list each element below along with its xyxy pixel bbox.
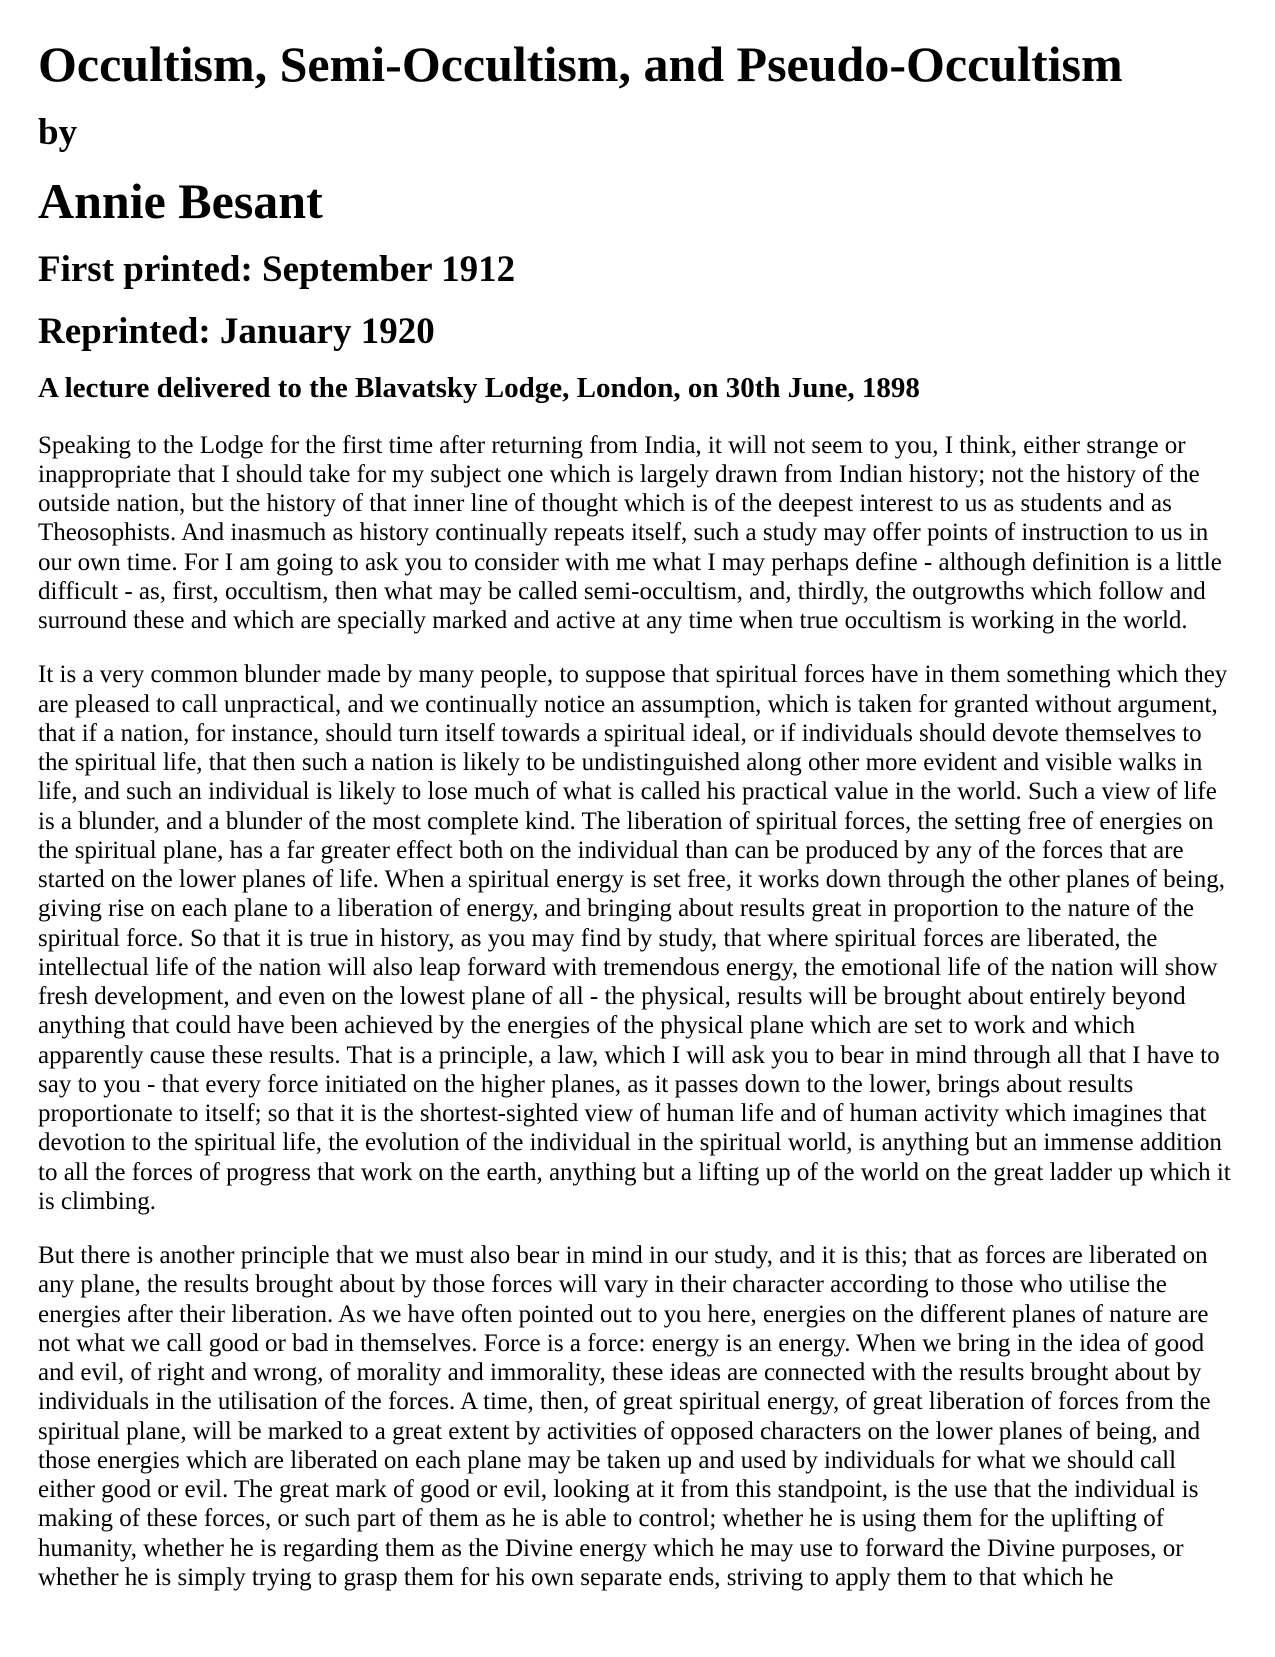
reprinted-line: Reprinted: January 1920 xyxy=(38,310,435,352)
paragraph-1: Speaking to the Lodge for the first time after returning from India, it will not seem to you, I think, either strange or inappropriate that I should take for my subject one which is largely drawn from Indian history; not the history of the outside nation, but the history of that inner line of thought which is of the deepest interest to us as students and as Theosophists. And inasmuch as history continually repeats itself, such a study may offer points of instruction to us in our own time. For I am going to ask you to consider with me what I may perhaps define - although definition is a little difficult - as, first, occultism, then what may be called semi-occultism, and, thirdly, the outgrowths which follow and surround these and which are specially marked and active at any time when true occultism is working in the world. xyxy=(38,431,1222,635)
first-printed-line: First printed: September 1912 xyxy=(38,249,516,291)
document-title: Occultism, Semi-Occultism, and Pseudo-Occultism xyxy=(38,36,1123,92)
lecture-note: A lecture delivered to the Blavatsky Lodge, London, on 30th June, 1898 xyxy=(38,372,920,405)
paragraph-3: But there is another principle that we must also bear in mind in our study, and it is this; that as forces are liberated on any plane, the results brought about by those forces will vary in their character according to those who utilise the energies after their liberation. As we have often pointed out to you here, energies on the different planes of nature are not what we call good or bad in themselves. Force is a force: energy is an energy. When we bring in the idea of good and evil, of right and wrong, of morality and immorality, these ideas are connected with the results brought about by individuals in the utilisation of the forces. A time, then, of great spiritual energy, of great liberation of forces from the spiritual plane, will be marked to a great extent by activities of opposed characters on the lower planes of being, and those energies which are liberated on each plane may be taken up and used by individuals for what we should call either good or evil. The great mark of good or evil, looking at it from this standpoint, is the use that the individual is making of these forces, or such part of them as he is able to control; whether he is using them for the uplifting of humanity, whether he is regarding them as the Divine energy which he may use to forward the Divine purposes, or whether he is simply trying to grasp them for his own separate ends, striving to apply them to that which he xyxy=(38,1242,1211,1591)
paragraph-2: It is a very common blunder made by many people, to suppose that spiritual forces have in them something which they are pleased to call unpractical, and we continually notice an assumption, which is taken for granted without argument, that if a nation, for instance, should turn itself towards a spiritual ideal, or if individuals should devote themselves to the spiritual life, that then such a nation is likely to be undistinguished along other more evident and visible walks in life, and such an individual is likely to lose much of what is called his practical value in the world. Such a view of life is a blunder, and a blunder of the most complete kind. The liberation of spiritual forces, the setting free of energies on the spiritual plane, has a far greater effect both on the individual than can be produced by any of the forces that are started on the lower planes of life. When a spiritual energy is set free, it works down through the other planes of being, giving rise on each plane to a liberation of energy, and bringing about results great in proportion to the nature of the spiritual force. So that it is true in history, as you may find by study, that where spiritual forces are liberated, the intellectual life of the nation will also leap forward with tremendous energy, the emotional life of the nation will show fresh development, and even on the lowest plane of all - the physical, results will be brought about entirely beyond anything that could have been achieved by the energies of the physical plane which are set to work and which apparently cause these results. That is a principle, a law, which I will ask you to bear in mind through all that I have to say to you - that every force initiated on the higher planes, as it passes down to the lower, brings about results proportionate to itself; so that it is the shortest-sighted view of human life and of human activity which imagines that devotion to the spiritual life, the evolution of the individual in the spiritual world, is anything but an immense addition to all the forces of progress that work on the earth, anything but a lifting up of the world on the great ladder up which it is climbing. xyxy=(38,661,1231,1215)
author-name: Annie Besant xyxy=(38,173,323,230)
byline-label: by xyxy=(38,112,78,153)
